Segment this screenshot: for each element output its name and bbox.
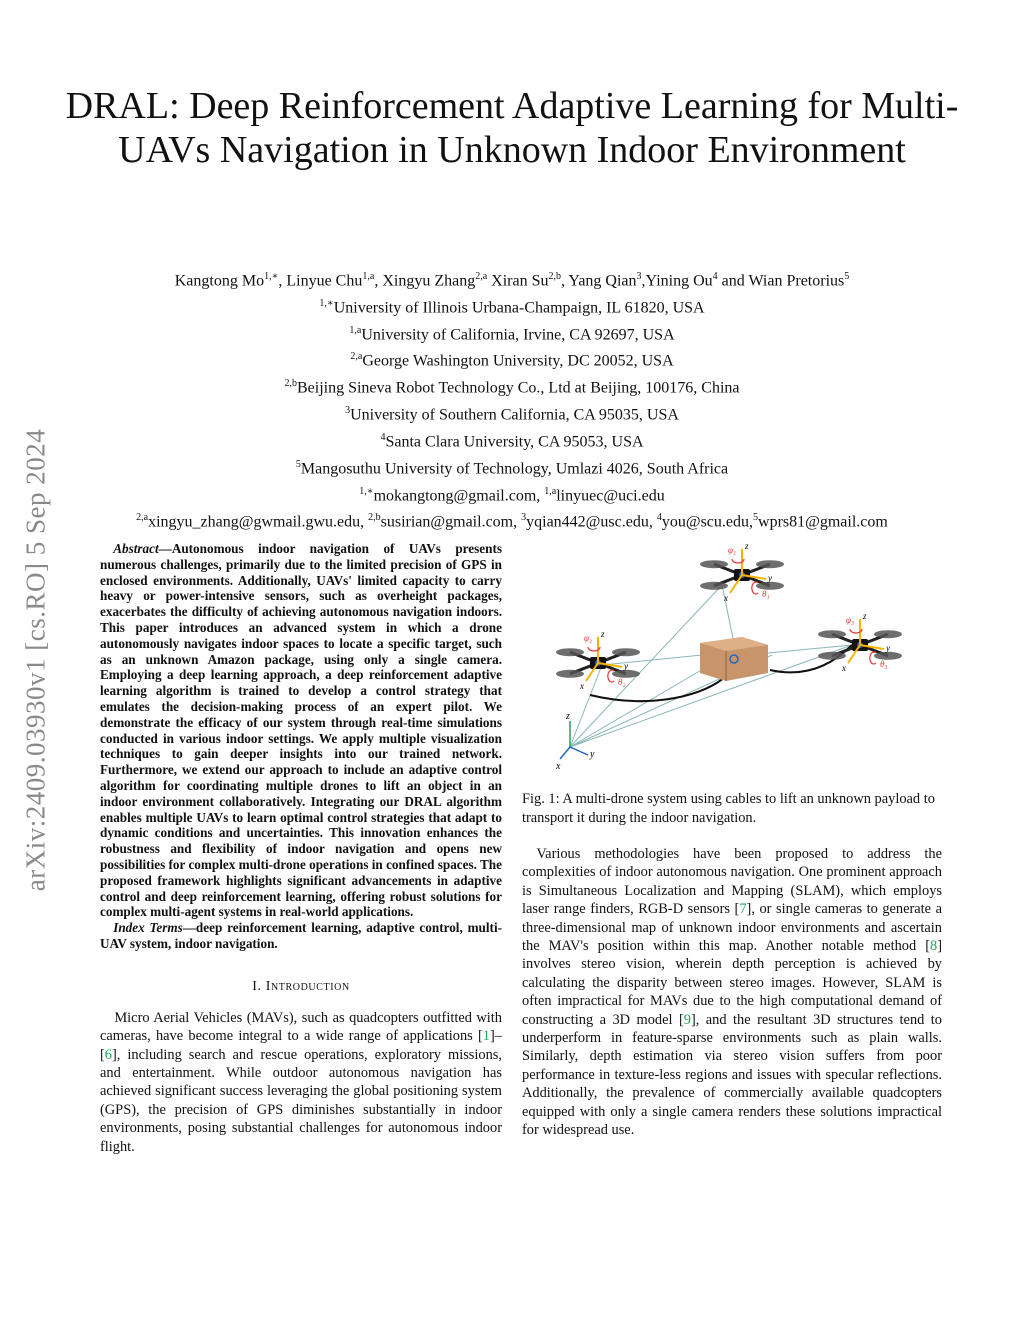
propeller [818,630,846,638]
propeller [612,670,640,678]
author-superscript: 2,b [548,271,561,282]
affiliation-text: University of Illinois Urbana-Champaign, IL 61820, USA [333,299,705,317]
email-superscript: 5 [753,512,759,524]
citation-link[interactable]: 8 [930,938,938,955]
citation-link[interactable]: 9 [683,1011,691,1028]
affiliation-line [60,373,964,400]
body-z-label: z [601,629,605,639]
author-separator: , [374,272,383,290]
figure-caption: Fig. 1: A multi-drone system using cables to lift an unknown payload to transport it during the indoor navigation. [522,791,935,826]
affiliation-superscript: 4 [380,431,386,443]
citation-link[interactable]: 6 [104,1046,112,1063]
citation-link[interactable]: 1 [482,1028,490,1045]
email-address: you@scu.edu, [661,513,754,531]
body-y-label: y [886,643,890,653]
email-superscript: 2,b [368,512,381,524]
index-terms [100,920,502,952]
author-superscript: 4 [712,271,718,282]
drone-two [556,629,640,691]
drone-one [700,541,784,603]
email-address: wprs81@gmail.com [758,513,888,531]
para-text-3: ] involves stereo vision, wherein depth perception is achieved by calculating the disparity between stereo images. However, SLAM is often impractical for MAVs due to the high computational demand of constructing a 3D model [ [522,938,942,1028]
affiliation-line [60,454,964,481]
theta-label: θ₃ [880,659,888,669]
affiliation-text: University of California, Irvine, CA 92697, USA [361,325,675,343]
affiliation-line [60,400,964,427]
section-heading-introduction [100,979,502,995]
author-superscript: 3 [636,271,642,282]
affiliation-line [60,346,964,373]
affiliation-superscript: 5 [295,458,301,470]
affiliation-text: Beijing Sineva Robot Technology Co., Ltd at Beijing, 100176, China [296,379,740,397]
figure-1 [522,525,942,828]
author-superscript: 1,a [362,271,375,282]
author-separator: , [641,272,646,290]
abstract [100,541,502,920]
body-z-label: z [863,611,867,621]
theta-label: θ₂ [618,677,626,687]
author-separator: and [717,272,749,290]
affiliation-text: Mangosuthu University of Technology, Umlazi 4026, South Africa [300,460,729,478]
theta-arc [608,670,614,682]
affiliation-superscript: 2,b [284,378,297,390]
propeller [874,630,902,638]
body-x-label: x [580,681,584,691]
email-superscript: 2,a [136,512,149,524]
email-address: mokangtong@gmail.com, [373,486,545,504]
author-name: Kangtong Mo [174,272,265,290]
email-address: xingyu_zhang@gwmail.gwu.edu, [148,513,369,531]
propeller [556,670,584,678]
propeller [612,648,640,656]
para-text-4: ], and the resultant 3D structures tend to underperform in feature-sparse environments such as plain walls. Similarly, depth estimation via stereo vision suffers from poor performance in texture-less regions and issues with specular reflections. Additionally, the prevalence of commercially available quadcopters equipped with only a single camera renders these solutions impractical for widespread use. [522,1011,942,1139]
abstract-text: —Autonomous indoor navigation of UAVs presents numerous challenges, primarily due to the limited precision of GPS in enclosed environments. Additionally, UAVs' limited capacity to carry heavy or power-intensive sensors, such as overheight packages, exacerbates the difficulty of achieving autonomous navigation indoors. This paper introduces an advanced system in which a drone autonomously navigates indoor spaces to locate a specific target, such as an unknown Amazon package, using only a single camera. Employing a deep learning approach, a deep reinforcement adaptive learning algorithm is trained to develop a control strategy that emulates the decision-making process of an expert pilot. We demonstrate the efficacy of our system through real-time simulations conducted in various indoor settings. We apply multiple visualization techniques to gain deeper insights into our trained network. Furthermore, we extend our approach to include an adaptive control algorithm for coordinating multiple drones to lift an object in an indoor environment collaboratively. Integrating our DRAL algorithm enables multiple UAVs to learn optimal control strategies that adapt to dynamic conditions and uncertainties. This innovation enhances the robustness and flexibility of indoor navigation and opens new possibilities for complex multi-drone operations in confined spaces. The proposed framework highlights significant advancements in adaptive control and deep reinforcement learning, offering robust solutions for complex multi-agent systems in real-world applications. [100,541,502,920]
email-superscript: 3 [521,512,527,524]
affiliation-text: University of Southern California, CA 95035, USA [350,406,679,424]
author-superscript: 5 [844,271,850,282]
author-name: Xingyu Zhang [382,272,476,290]
section-title: Introduction [265,978,350,994]
affiliation-line [60,427,964,454]
phi-label: φ₂ [584,633,593,643]
phi-label: φ₃ [846,615,855,625]
affiliation-text: George Washington University, DC 20052, USA [362,352,674,370]
author-superscript: 2,a [475,271,488,282]
propeller [818,652,846,660]
propeller [874,652,902,660]
email-superscript: 1,a [544,485,557,497]
affiliation-line [60,293,964,320]
theta-arc [752,582,758,594]
drone-three [818,611,902,673]
arxiv-identifier: arXiv:2409.03930v1 [cs.RO] 5 Sep 2024 [20,428,51,892]
propeller [700,582,728,590]
body-x-label: x [724,593,728,603]
body-z-label: z [745,541,749,551]
author-name: Wian Pretorius [748,272,845,290]
propeller [700,560,728,568]
affiliation-superscript: 1,a [349,324,362,336]
body-y-label: y [624,661,628,671]
author-separator: , [278,272,287,290]
email-address: yqian442@usc.edu, [526,513,657,531]
author-superscript: 1,∗ [264,271,279,282]
right-column [522,525,942,1140]
multi-drone-diagram [522,525,942,773]
propeller [556,648,584,656]
para-text-2: ], or single cameras to generate a three-dimensional map of unknown indoor environments and ascertain the MAV's position within this map. Another notable method [ [522,901,942,955]
para-text-1: Various methodologies have been proposed to address the complexities of indoor autonomous navigation. One prominent approach is Simultaneous Localization and Mapping (SLAM), which employs laser range finders, RGB-D sensors [ [522,846,942,918]
body-y-label: y [768,573,772,583]
body-x-label: x [842,663,846,673]
world-z-label: z [566,711,570,722]
index-terms-text: —deep reinforcement learning, adaptive control, multi-UAV system, indoor navigation. [100,920,503,951]
related-work-paragraph [522,845,942,1140]
author-name: Yang Qian [568,272,637,290]
affiliation-superscript: 3 [345,405,351,417]
paper-title: DRAL: Deep Reinforcement Adaptive Learning for Multi-UAVs Navigation in Unknown Indoor Environment [65,85,959,171]
email-address: susirian@gmail.com, [380,513,522,531]
propeller [756,560,784,568]
author-names [60,266,964,293]
intro-text-3: ], including search and rescue operations, exploratory missions, and entertainment. While outdoor autonomous navigation has achieved significant success leveraging the global positioning system (GPS), the precision of GPS diminishes substantially in indoor environments, posing substantial challenges for autonomous indoor flight. [100,1046,502,1155]
author-name: Linyue Chu [286,272,363,290]
emails-line-1 [60,481,964,508]
arxiv-side-banner [16,360,56,960]
affiliation-superscript: 1,∗ [319,297,334,309]
propeller [756,582,784,590]
index-terms-label: Index Terms [113,920,183,936]
section-number: I. [252,978,262,994]
world-x-label: x [556,761,561,772]
abstract-label: Abstract [113,541,159,556]
theta-label: θ₁ [762,589,770,599]
author-name: Xiran Su [491,272,549,290]
intro-paragraph [100,1009,502,1156]
affiliations [60,293,964,481]
affiliation-text: Santa Clara University, CA 95053, USA [385,433,644,451]
world-y-label: y [590,749,595,760]
intro-text-1: Micro Aerial Vehicles (MAVs), such as quadcopters outfitted with cameras, have become integral to a wide range of applications [ [100,1009,502,1045]
email-address: linyuec@uci.edu [556,486,665,504]
author-block [60,266,964,534]
intro-text-2: ]–[ [100,1028,502,1063]
author-name: Yining Ou [645,272,713,290]
author-separator: , [560,272,569,290]
phi-label: φ₁ [728,545,737,555]
payload-box [700,637,768,681]
affiliation-line [60,320,964,347]
citation-link[interactable]: 7 [739,901,747,918]
email-superscript: 4 [656,512,662,524]
affiliation-superscript: 2,a [350,351,363,363]
email-superscript: 1,∗ [359,485,374,497]
theta-arc [870,652,876,664]
left-column [100,541,502,1156]
